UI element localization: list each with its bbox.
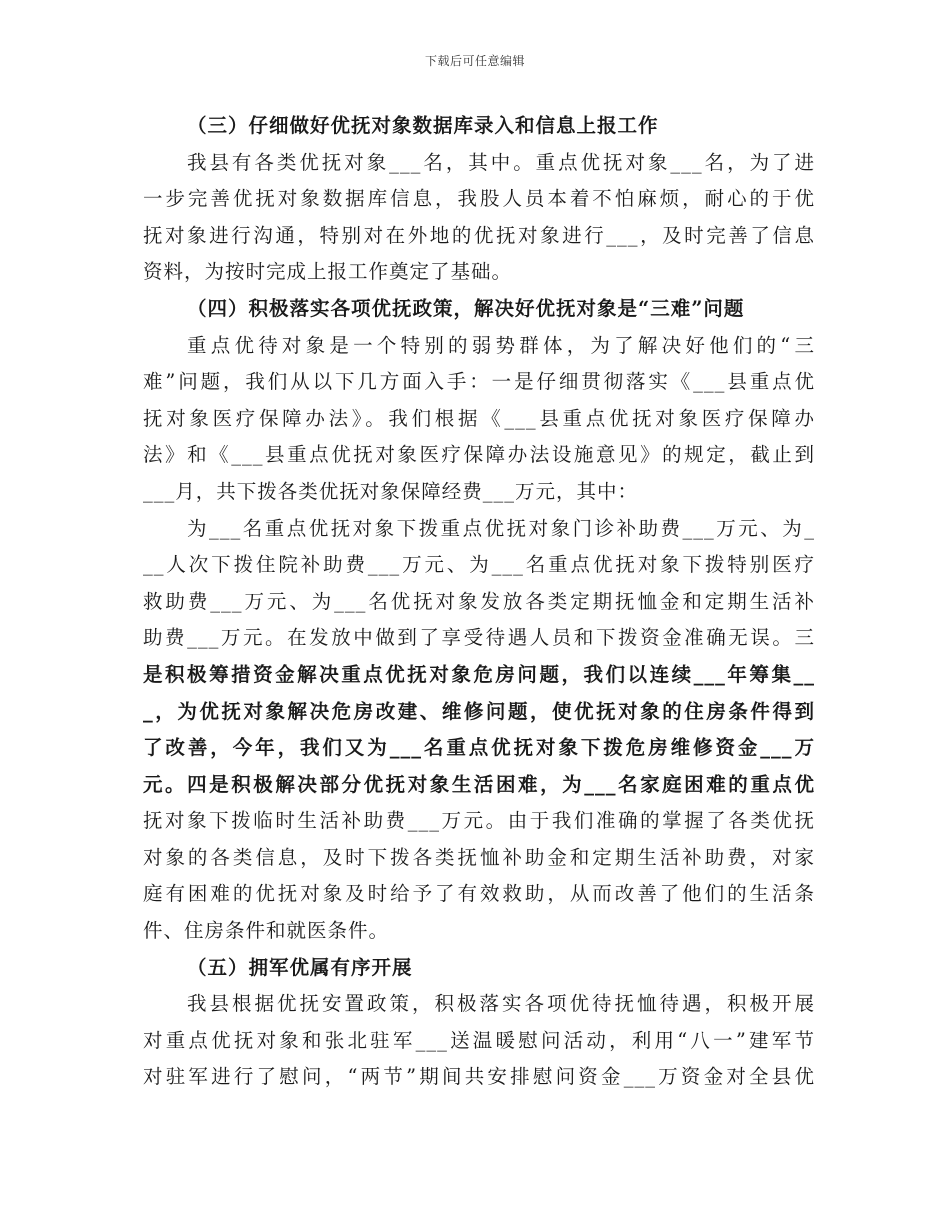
text-line: 抚对象医疗保障办法》。我们根据《___县重点优抚对象医疗保障办 [143, 406, 815, 430]
text-line: 难”问题，我们从以下几方面入手：一是仔细贯彻落实《___县重点优 [143, 370, 815, 394]
text-line: 为___名重点优抚对象下拨重点优抚对象门诊补助费___万元、为_ [187, 516, 815, 540]
text-line: 重点优待对象是一个特别的弱势群体，为了解决好他们的“三 [187, 333, 815, 357]
text-line: 对象的各类信息，及时下拨各类抚恤补助金和定期生活补助费，对家 [143, 845, 815, 869]
section-heading: （五）拥军优属有序开展 [187, 955, 413, 979]
text-line: 件、住房条件和就医条件。 [143, 919, 390, 943]
text-line: 元。四是积极解决部分优抚对象生活困难，为___名家庭困难的重点优 [143, 772, 815, 796]
text-line: 是积极筹措资金解决重点优抚对象危房问题，我们以连续___年筹集__ [143, 662, 815, 686]
section-heading: （三）仔细做好优抚对象数据库录入和信息上报工作 [187, 114, 659, 137]
text-line: _，为优抚对象解决危房改建、维修问题，使优抚对象的住房条件得到 [143, 699, 815, 723]
text-line: 法》和《___县重点优抚对象医疗保障办法设施意见》的规定，截止到 [143, 443, 815, 467]
text-line: 我县有各类优抚对象___名，其中。重点优抚对象___名，为了进 [187, 150, 815, 174]
text-line: 抚对象进行沟通，特别对在外地的优抚对象进行___，及时完善了信息 [143, 223, 815, 247]
text-line: 救助费___万元、为___名优抚对象发放各类定期抚恤金和定期生活补 [143, 589, 815, 613]
text-line: 资料，为按时完成上报工作奠定了基础。 [143, 260, 513, 284]
text-line: 庭有困难的优抚对象及时给予了有效救助，从而改善了他们的生活条 [143, 882, 815, 906]
text-line: 了改善，今年，我们又为___名重点优抚对象下拨危房维修资金___万 [143, 736, 815, 760]
text-line: 抚对象下拨临时生活补助费___万元。由于我们准确的掌握了各类优抚 [143, 809, 815, 833]
text-line: 对重点优抚对象和张北驻军___送温暖慰问活动，利用“八一”建军节 [143, 1028, 815, 1052]
document-body [143, 108, 815, 1096]
text-line: ___月，共下拨各类优抚对象保障经费___万元，其中： [143, 479, 639, 503]
text-line: 对驻军进行了慰问，“两节”期间共安排慰问资金___万资金对全县优 [143, 1065, 815, 1089]
section-heading: （四）积极落实各项优抚政策，解决好优抚对象是“三难”问题 [187, 296, 745, 320]
text-line: 我县根据优抚安置政策，积极落实各项优待抚恤待遇，积极开展 [187, 992, 815, 1016]
text-line: 助费___万元。在发放中做到了享受待遇人员和下拨资金准确无误。三 [143, 626, 815, 650]
page-header: 下载后可任意编辑 [424, 54, 525, 68]
text-line: __人次下拨住院补助费___万元、为___名重点优抚对象下拨特别医疗 [143, 553, 815, 577]
text-line: 一步完善优抚对象数据库信息，我股人员本着不怕麻烦，耐心的于优 [143, 187, 815, 211]
